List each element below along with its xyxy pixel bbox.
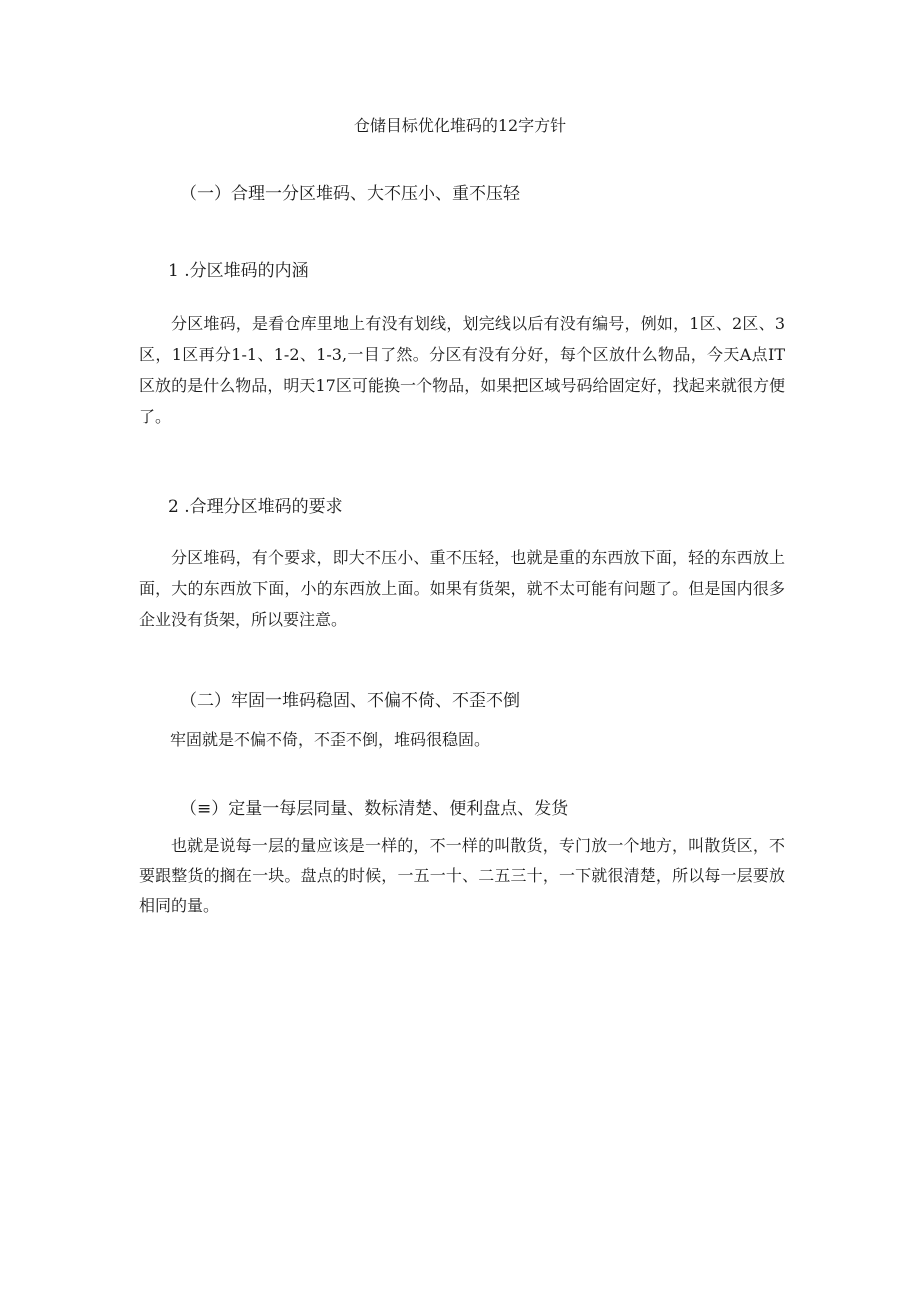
subsection-1-heading: 1 .分区堆码的内涵 <box>168 261 309 281</box>
section-1-heading: （一）合理一分区堆码、大不压小、重不压轻 <box>180 184 520 204</box>
document-title: 仓储目标优化堆码的12字方针 <box>353 116 567 135</box>
subsection-2-paragraph: 分区堆码，有个要求，即大不压小、重不压轻，也就是重的东西放下面，轻的东西放上面，大的东西放下面，小的东西放上面。如果有货架，就不太可能有问题了。但是国内很多企业没有货架，所以要注意。 <box>139 548 785 629</box>
section-3-heading: （≡）定量一每层同量、数标清楚、便利盘点、发货 <box>180 799 569 819</box>
section-2-paragraph: 牢固就是不偏不倚，不歪不倒，堆码很稳固。 <box>170 730 491 749</box>
subsection-2-heading: 2 .合理分区堆码的要求 <box>168 497 343 517</box>
subsection-1-paragraph: 分区堆码，是看仓库里地上有没有划线，划完线以后有没有编号，例如，1区、2区、3区，1区再分1-1、1-2、1-3,一目了然。分区有没有分好，每个区放什么物品，今天A点IT区放的是什么物品，明天17区可能换一个物品，如果把区域号码给固定好，找起来就很方便了。 <box>139 314 785 426</box>
section-2-heading: （二）牢固一堆码稳固、不偏不倚、不歪不倒 <box>180 691 520 711</box>
section-3-paragraph: 也就是说每一层的量应该是一样的，不一样的叫散货，专门放一个地方，叫散货区，不要跟整货的搁在一块。盘点的时候，一五一十、二五三十，一下就很清楚，所以每一层要放相同的量。 <box>139 836 785 915</box>
